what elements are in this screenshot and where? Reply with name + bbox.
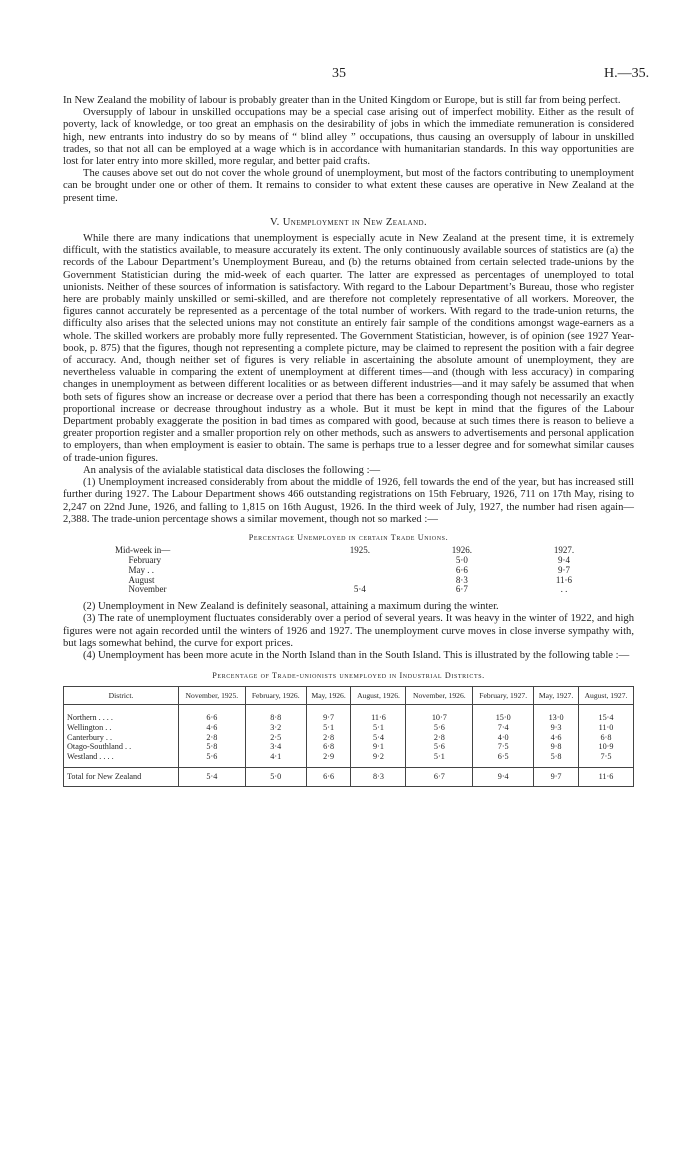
table-cell: 9·8 [534,742,579,752]
table-row [115,556,615,566]
table-cell: 6·6 [455,564,468,575]
paragraph: (2) Unemployment in New Zealand is definitely seasonal, attaining a maximum during the winter. [83,601,499,613]
table-cell: 8·3 [455,574,468,585]
table-cell: 6·6 [179,705,246,723]
table-cell: 6·7 [455,584,468,595]
table-cell: 2·5 [245,733,306,743]
district-name: Westland . . . . [64,752,179,768]
paragraph: (3) The rate of unemployment fluctuates considerably over a period of several years. It was heavy in the winter of 1922, and high figures were not again recorded until the winters of 1926 and 1927. The unemployment curve moves in close inverse sympathy with, but lags somewhat behind, the curve for export prices. [63,613,634,649]
document-body [63,95,634,787]
document-reference: H.—35. [604,66,650,81]
table-row [64,742,634,752]
table-cell: 7·5 [473,742,534,752]
page-header [0,66,700,82]
table-row [64,705,634,723]
district-table [63,686,634,787]
table-cell: . . [560,584,568,595]
page-number: 35 [332,66,346,81]
column-header: November, 1925. [179,687,246,705]
table-cell: 11·0 [578,723,633,733]
table-cell: 2·8 [179,733,246,743]
table-cell: 9·4 [473,768,534,787]
table-cell: 6·5 [473,752,534,768]
section-heading: V. Unemployment in New Zealand. [269,216,428,228]
month-label: May . . [128,564,154,575]
column-header: February, 1927. [473,687,534,705]
table-cell: 5·4 [353,584,366,595]
column-header: February, 1926. [245,687,306,705]
table-cell: 7·5 [578,752,633,768]
table-cell: 5·1 [406,752,473,768]
paragraph: While there are many indications that unemployment is especially acute in New Zealand at the present time, it is extremely difficult, with the statistics available, to measure accurately its extent. The only continuously available sources of statistics are (a) the records of the Labour Department’s Unemployment Bureau, and (b) the returns obtained from certain selected trade-unions by the Government Statistician during the mid-week of each quarter. The latter are expressed as percentages of unemployed to total unionists. Neither of these sources of information is satisfactory. With regard to the Labour Department’s Bureau, those who register here are probably mainly unskilled or semi-skilled, and are therefore not completely representative of all workers. Moreover, the figures cannot accurately be represented as a percentage of the total number of workers. With regard to the trade-union returns, the difficulty also arises that the selected unions may not constitute an entirely fair sample of the conditions amongst wage-earners as a whole. The skilled workers are probably more fully represented. The Government Statistician, however, is of opinion (see 1927 Year-book, p. 875) that the figures, though not representing a complete picture, may be claimed to represent the position with a fair degree of accuracy. And, though neither set of figures is very reliable in ascertaining the absolute amount of unemployment, they are nevertheless valuable in comparing the extent of unemployment at different times—and (though with less accuracy) in comparing changes in unemployment as between different localities or as between different industries—and it may safely be assumed that when both sets of figures show an increase or decrease over a period that there has been a corresponding though not necessarily an exactly proportional increase or decrease throughout industry as a whole. But it must be kept in mind that the figures of the Labour Department probably exaggerate the position in bad times as compared with good, because at such times there is reason to believe a greater proportion register and a smaller proportion rely on other methods, such as answers to advertisements and personal application to employers, than when employment is easier to obtain. The same is perhaps true to a lesser degree and for somewhat similar causes of trade-union figures. [63,233,634,464]
table-cell: 5·0 [245,768,306,787]
table-row [64,723,634,733]
column-header: May, 1926. [306,687,351,705]
table-cell: 6·7 [406,768,473,787]
table-cell: 9·2 [351,752,406,768]
table-row [64,752,634,768]
table-cell: 3·2 [245,723,306,733]
paragraph: (4) Unemployment has been more acute in the North Island than in the South Island. This is illustrated by the following table :— [83,649,630,661]
paragraph: In New Zealand the mobility of labour is probably greater than in the United Kingdom or Europe, but is still far from being perfect. [63,95,621,106]
table-cell: 8·8 [245,705,306,723]
table-cell: 4·0 [473,733,534,743]
table-cell: 5·6 [406,742,473,752]
trade-union-table [115,546,615,595]
table-cell: 2·8 [406,733,473,743]
table-row [115,566,615,576]
column-header: November, 1926. [406,687,473,705]
table-cell: 5·6 [179,752,246,768]
row-label [115,585,309,595]
table-cell: 6·8 [306,742,351,752]
column-header: District. [64,687,179,705]
table-cell: 13·0 [534,705,579,723]
table-cell: 11·6 [351,705,406,723]
table-cell: 5·4 [179,768,246,787]
table-cell: 10·7 [406,705,473,723]
table-cell: 5·1 [306,723,351,733]
table-cell: 11·6 [578,768,633,787]
table-cell: 5·8 [179,742,246,752]
month-label: February [128,554,161,565]
paragraph: An analysis of the avialable statistical data discloses the following :— [83,464,381,476]
table-cell: 5·8 [534,752,579,768]
table-cell: 11·6 [555,574,573,585]
table-cell: 10·9 [578,742,633,752]
table-cell: 8·3 [351,768,406,787]
table-cell: 9·7 [534,768,579,787]
column-header: May, 1927. [534,687,579,705]
table-caption: Percentage Unemployed in certain Trade Unions. [248,532,449,542]
table-caption: Percentage of Trade-unionists unemployed in Industrial Districts. [212,671,485,681]
paragraph: Oversupply of labour in unskilled occupations may be a special case arising out of imperfect mobility. Either as the result of poverty, lack of knowledge, or too great an emphasis on the desirability of jobs in which the immediate remuneration is considered high, new entrants into industry do so by means of “ blind alley ” occupations, thus causing an oversupply of labour in unskilled trades, so that not all can be employed at a wage which is in accordance with humanitarian standards. In this way opportunities are lost for later entry into more skilled, more regular, and better paid crafts. [63,107,634,168]
month-label: August [128,574,155,585]
paragraph: (1) Unemployment increased considerably from about the middle of 1926, fell towards the end of the year, but has increased still further during 1927. The Labour Department shows 466 outstanding registrations on 15th February, 1926, 711 on 17th May, rising to 2,247 on 22nd June, 1926, and falling to 1,815 on 16th August, 1926. In the third week of July, 1927, the number had risen again—2,388. The trade-union percentage shows a similar movement, though not so marked :— [63,477,634,525]
district-name: Northern . . . . [64,705,179,723]
table-cell: 6·6 [306,768,351,787]
table-cell: 9·7 [306,705,351,723]
row-header: Mid-week in— [115,545,171,556]
table-cell: 4·6 [534,733,579,743]
table-cell [309,556,411,566]
table-cell: 9·7 [557,564,570,575]
table-cell: 5·4 [351,733,406,743]
table-cell: 15·4 [578,705,633,723]
table-cell: 5·1 [351,723,406,733]
table-row [115,585,615,595]
column-header: 1927. [553,545,575,556]
table-cell: 5·6 [406,723,473,733]
table-cell: 6·8 [578,733,633,743]
district-name: Otago-Southland . . [64,742,179,752]
column-header: 1925. [349,545,371,556]
month-label: November [128,584,167,595]
table-row [64,733,634,743]
column-header: August, 1927. [578,687,633,705]
table-cell: 3·4 [245,742,306,752]
table-cell [309,566,411,576]
table-header-row [115,546,615,556]
table-cell: 9·3 [534,723,579,733]
district-name: Canterbury . . [64,733,179,743]
column-header: August, 1926. [351,687,406,705]
table-cell: 4·6 [179,723,246,733]
table-cell: 9·4 [557,554,570,565]
table-cell: 15·0 [473,705,534,723]
column-header: 1926. [451,545,473,556]
table-cell: 2·8 [306,733,351,743]
table-header-row [64,687,634,705]
table-cell: 4·1 [245,752,306,768]
table-cell: 5·0 [455,554,468,565]
table-cell: 7·4 [473,723,534,733]
table-cell: 2·9 [306,752,351,768]
table-total-row [64,768,634,787]
district-name: Wellington . . [64,723,179,733]
paragraph: The causes above set out do not cover the whole ground of unemployment, but most of the factors contributing to unemployment can be brought under one or other of them. It remains to consider to what extent these causes are operative in New Zealand at the present time. [63,168,634,204]
table-cell: 9·1 [351,742,406,752]
district-name: Total for New Zealand [64,768,179,787]
